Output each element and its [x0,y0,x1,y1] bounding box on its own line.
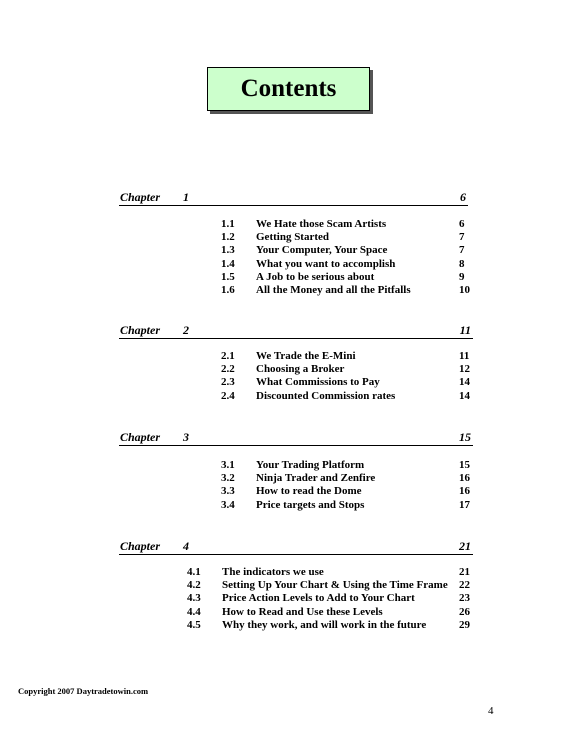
section-page: 16 [459,472,470,485]
section-title: All the Money and all the Pitfalls [256,284,411,296]
section-title: A Job to be serious about [256,270,375,283]
section-page: 8 [459,257,465,270]
section-number: 2.1 [221,350,235,362]
section-page: 12 [459,363,470,376]
chapter-number: 1 [183,190,189,204]
section-title: Choosing a Broker [256,363,345,376]
section-page: 7 [459,244,465,257]
section-number: 3.4 [221,498,235,511]
section-number: 1.6 [221,284,235,296]
section-title: Discounted Commission rates [256,389,396,402]
chapter-page: 21 [459,539,471,553]
section-title: How to read the Dome [256,485,362,498]
section-page: 16 [459,485,470,498]
section-title: Price targets and Stops [256,498,365,511]
section-title: Ninja Trader and Zenfire [256,472,376,485]
section-number: 4.3 [187,592,201,605]
copyright-footer: Copyright 2007 Daytradetowin.com [18,686,149,696]
section-page: 6 [459,218,465,230]
section-title: Setting Up Your Chart & Using the Time Frame [222,579,448,592]
section-title: What Commissions to Pay [256,376,380,389]
section-number: 3.2 [221,472,235,485]
section-title: How to Read and Use these Levels [222,605,383,618]
section-title: We Hate those Scam Artists [256,218,387,230]
section-page: 29 [459,618,470,631]
section-number: 2.4 [221,389,235,402]
section-page: 15 [459,459,470,471]
section-number: 1.1 [221,218,235,230]
section-page: 7 [459,231,465,244]
section-page: 14 [459,376,470,389]
section-number: 1.5 [221,270,235,283]
chapter-number: 3 [183,430,189,444]
section-number: 1.3 [221,244,235,257]
section-number: 2.2 [221,363,235,376]
section-title: We Trade the E-Mini [256,350,356,362]
chapter-label: Chapter [120,539,161,553]
section-title: Why they work, and will work in the future [222,618,427,631]
section-number: 4.1 [187,566,201,578]
chapter-label: Chapter [120,430,161,444]
section-number: 3.1 [221,459,235,471]
section-page: 14 [459,389,470,402]
section-page: 11 [459,350,470,362]
page-title: Contents [207,67,370,111]
section-title: Your Trading Platform [256,459,365,471]
section-number: 1.4 [221,257,235,270]
chapter-heading[interactable] [119,323,473,339]
section-page: 26 [459,605,470,618]
page-number: 4 [488,705,494,717]
section-page: 23 [459,592,470,605]
chapter-heading[interactable] [119,190,468,206]
section-page: 17 [459,498,470,511]
section-page: 21 [459,566,470,578]
chapter-heading[interactable] [119,539,473,555]
section-number: 3.3 [221,485,235,498]
chapter-heading[interactable] [119,430,473,446]
chapter-label: Chapter [120,323,161,337]
section-title: Your Computer, Your Space [256,244,388,257]
chapter-page: 6 [460,190,466,204]
chapter-page: 15 [459,430,471,444]
chapter-page: 11 [459,323,471,337]
chapter-number: 4 [183,539,189,553]
section-title: Getting Started [256,231,330,244]
section-title: What you want to accomplish [256,257,396,270]
section-number: 4.5 [187,618,201,631]
section-number: 4.2 [187,579,201,592]
chapter-number: 2 [183,323,189,337]
section-number: 1.2 [221,231,235,244]
section-title: Price Action Levels to Add to Your Chart [222,592,415,605]
section-page: 9 [459,270,465,283]
chapter-label: Chapter [120,190,161,204]
section-page: 10 [459,284,470,296]
section-number: 2.3 [221,376,235,389]
section-title: The indicators we use [222,566,324,578]
section-number: 4.4 [187,605,201,618]
section-page: 22 [459,579,470,592]
